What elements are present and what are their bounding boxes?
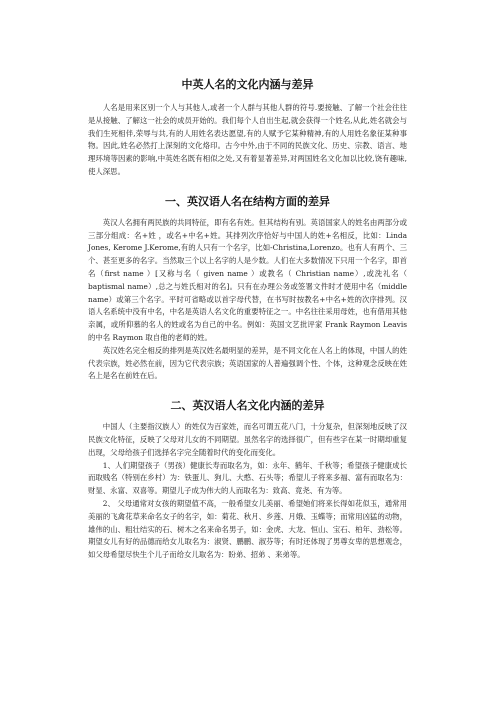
section-heading: 一、英汉语人名在结构方面的差异	[165, 194, 330, 208]
section-structure	[88, 193, 407, 383]
paragraph: 人名是用来区别一个人与其他人,或者一个人群与其他人群的符号.要接触、了解一个社会往往是从接触、了解这一社会的成员开始的。我们每个人自出生起,就会获得一个姓名,从此,姓名就会与我们生死相伴,荣辱与共,有的人用姓名表达愿望,有的人赋予它某种精神,有的人用姓名象征某种事物。因此,姓名必然打上深刻的文化烙印。古今中外,由于不同的民族文化、历史、宗教、语言、地理环境等因素的影响,中英姓名既有相似之处,又有着显著差异,对两国姓名文化加以比较,饶有趣味,使人深思。	[88, 103, 407, 176]
document-page	[88, 70, 407, 562]
paragraph: 英汉人名拥有两民族的共同特征，即有名有姓。但其结构有别。英语国家人的姓名由两部分或三部分组成：名+姓 ，或名+中名+姓。其排列次序恰好与中国人的姓+名相反，比如：Linda Jones, Kerome J.Kerome,有的人只有一个名字，比如-Christina,Lorenzo。也有人有两个、三个、甚至更多的名字。当然取三个以上名字的人是少数。人们在大多数情况下只用一个名字，即首名（first name ）[又称与名（ given name ）或教名（ Christian name）,或洗礼名（ baptismal name）,总之与姓氏相对的名]。只有在办理公务或签署文件时才使用中名（middle name）或第三个名字。平时可省略或以首字母代替，在书写时按教名+中名+姓的次序排列。汉语人名系统中没有中名，中名是英语人名文化的重要特征之一。中名往往采用母姓，也有借用其他亲属，或所仰慕的名人的姓或名为自己的中名。例如：英国文艺批评家 Frank Raymon Leavis 的中名 Raymon 取自他的老师的姓。	[88, 217, 407, 342]
intro-section	[88, 102, 407, 179]
paragraph: 中国人（主要指汉族人）的姓仅为百家姓，而名可谓五花八门，十分复杂，但深刻地反映了汉民族文化特征，反映了父母对儿女的不同期望。虽然名字的选择很广，但有些字在某一时期却重复出现，父母给孩子们选择名字完全随着时代的变化而变化。	[88, 422, 407, 457]
paragraph: 1、人们期望孩子（男孩）健康长寿而取名为，如：永年、鹤年、千秋等；希望孩子健康成长而取贱名（特别在乡村）为：铁蛋儿、狗儿、大憨、石头等；希望儿子将来多福、富有而取名为：财显、永富、双喜等。期望儿子成为伟大的人而取名为：致高、竟尧、有为等。	[88, 460, 407, 496]
document-title: 中英人名的文化内涵与差异	[181, 78, 314, 91]
section-connotation	[88, 397, 407, 562]
paragraph: 英汉姓名完全相反的排列是英汉姓名最明显的差异，是不同文化在人名上的体现，中国人的姓代表宗族，姓必然在前，因为它代表宗族；英语国家的人普遍强调个性、个体，这种观念反映在姓名上是名在前姓在后。	[88, 345, 407, 381]
paragraph: 2、 父母通常对女孩的期望值不高，一般希望女儿美丽、希望她们将来长得如花似玉，通常用美丽的飞禽花草来命名女子的名字，如：菊花、秋月、乡莲、月娥、玉蝶等；而常用凶猛的动物，雄伟的山、粗壮结实的石、树木之名来命名男子，如：金虎、大龙、恒山、宝石、柏年、劲松等。期望女儿有好的品德而给女儿取名为：淑贤、鹏鹏、淑芬等；有时还体现了男尊女卑的思想观念，如父母希望尽快生个儿子而给女儿取名为：盼弟、招弟 、来弟等。	[88, 498, 407, 560]
section-heading: 二、英汉语人名文化内涵的差异	[170, 399, 325, 413]
